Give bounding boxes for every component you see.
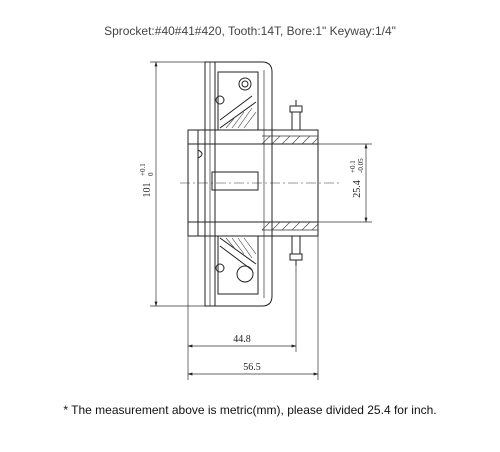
outer-diameter-tol-lower: 0 (147, 172, 155, 176)
overall-length-dimension (188, 236, 318, 380)
outer-diameter-tol-upper: +0.1 (139, 163, 147, 176)
overall-length-value: 56.5 (243, 362, 261, 373)
bore-diameter-tol-lower: -0.05 (357, 158, 365, 173)
hub-length-value: 44.8 (233, 334, 251, 345)
spec-heading: Sprocket:#40#41#420, Tooth:14T, Bore:1" Keyway:1/4" (104, 24, 396, 38)
keyway (212, 172, 258, 190)
bore-diameter-tol-upper: +0.1 (349, 160, 357, 173)
grease-fitting-upper (290, 100, 302, 130)
bore-diameter-value: 25.4 (352, 180, 363, 198)
drum-body (205, 62, 272, 306)
metric-note: * The measurement above is metric(mm), please divided 25.4 for inch. (63, 403, 437, 417)
grease-fitting-lower (290, 236, 302, 266)
outer-diameter-value: 101 (142, 182, 153, 198)
outer-diameter-dimension (139, 62, 205, 306)
